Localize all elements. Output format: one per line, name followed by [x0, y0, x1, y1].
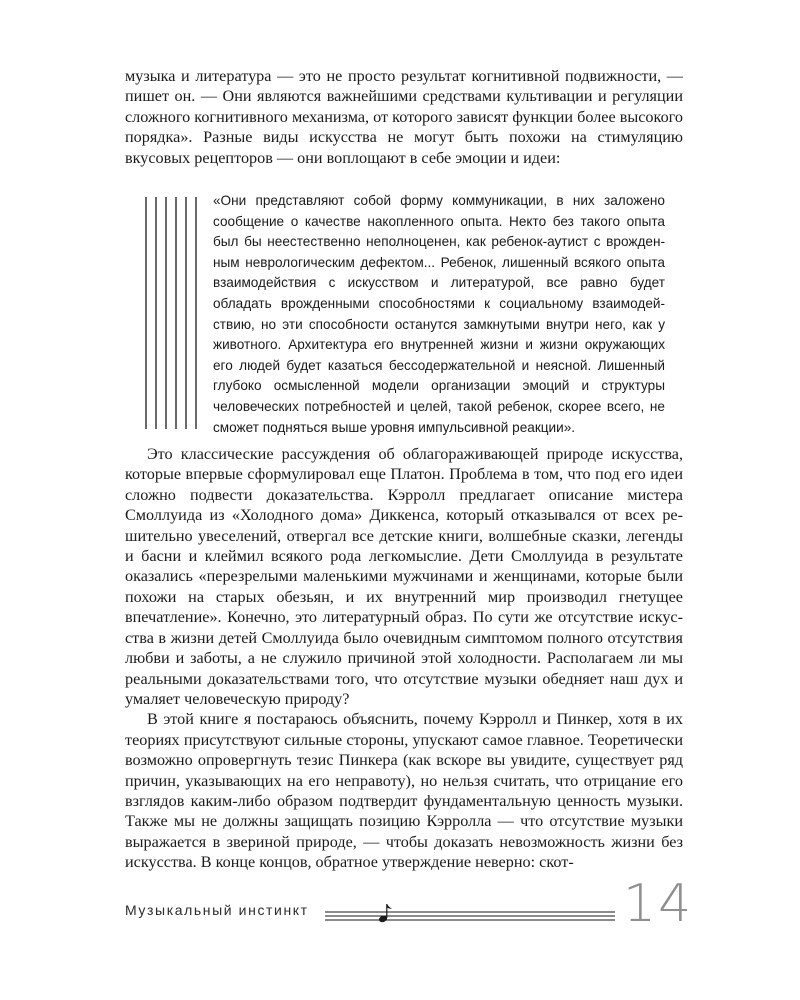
quote-text: «Они представляют собой форму коммуникации, в них заложено сообщение о качестве накопленного опыта. Некто без такого опыта был бы неестественно неполноценен, как ребенок-аутист с врожденным неврологическим дефектом... Ребенок, лишенный всякого опыта взаимодействия с искусством и литературой, все равно будет обладать врожденными способностями к социальному взаимодействию, но эти способности останутся замкнутыми внутри него, как у животного. Архитектура его внутренней жизни и жизни окружающих его людей будет казаться бессодержательной и неясной. Лишенный глубоко осмысленной модели организации эмоций и структуры человеческих потребностей и целей, такой ребенок, скорее всего, не сможет подняться выше уровня импульсивной реакции». [213, 193, 665, 435]
page-footer [125, 874, 694, 940]
block-quote [125, 191, 683, 435]
running-title: Музыкальный инстинкт [125, 902, 309, 918]
body-paragraph-1: музыка и литература — это не просто результат когнитивной подвижности, — пишет он. — Они являются важнейшими средствами культивации и регуляции сложного когнитивного механизма, от которого зависят функции более высокого порядка». Разные виды искусства не могут быть похожи на стимуляцию вкусовых рецепторов — они воплощают в себе эмоции и идеи: [125, 67, 683, 167]
page-content [125, 66, 683, 873]
page-number: 14 [623, 874, 694, 934]
music-note-icon [325, 898, 615, 928]
body-paragraph-2: Это классические рассуждения об облагораживающей природе искусства, которые впервые сформулировал еще Платон. Проблема в том, что под его идеи сложно подвести доказательства. Кэрролл предлагает описание мистера Смоллуида из «Холодного дома» Диккенса, который отказывался от всех решительно увеселений, отвергал все детские книги, волшебные сказки, легенды и басни и клеймил всякого рода легкомыслие. Дети Смоллуида в результате оказались «перезрелыми маленькими мужчинами и женщинами, которые были похожи на старых обезьян, и их внутренний мир производил гнетущее впечатление». Конечно, это литературный образ. По сути же отсутствие искусства в жизни детей Смоллуида было очевидным симптомом полного отсутствия любви и заботы, а не служило причиной этой холодности. Располагаем ли мы реальными доказательствами того, что отсутствие музыки обедняет наш дух и умаляет человеческую природу? [125, 445, 683, 708]
body-paragraph-3: В этой книге я постараюсь объяснить, почему Кэрролл и Пинкер, хотя в их теориях присутствуют сильные стороны, упускают самое главное. Теоретически возможно опровергнуть тезис Пинкера (как вскоре вы увидите, существует ряд причин, указывающих на его неправоту), но нельзя считать, что отрицание его взглядов каким-либо образом подтвердит фундаментальную ценность музыки. Также мы не должны защищать позицию Кэрролла — что отсутствие музыки выражается в звериной природе, — чтобы доказать невозможность жизни без искусства. В конце концов, обратное утверждение неверно: скот- [125, 710, 683, 872]
